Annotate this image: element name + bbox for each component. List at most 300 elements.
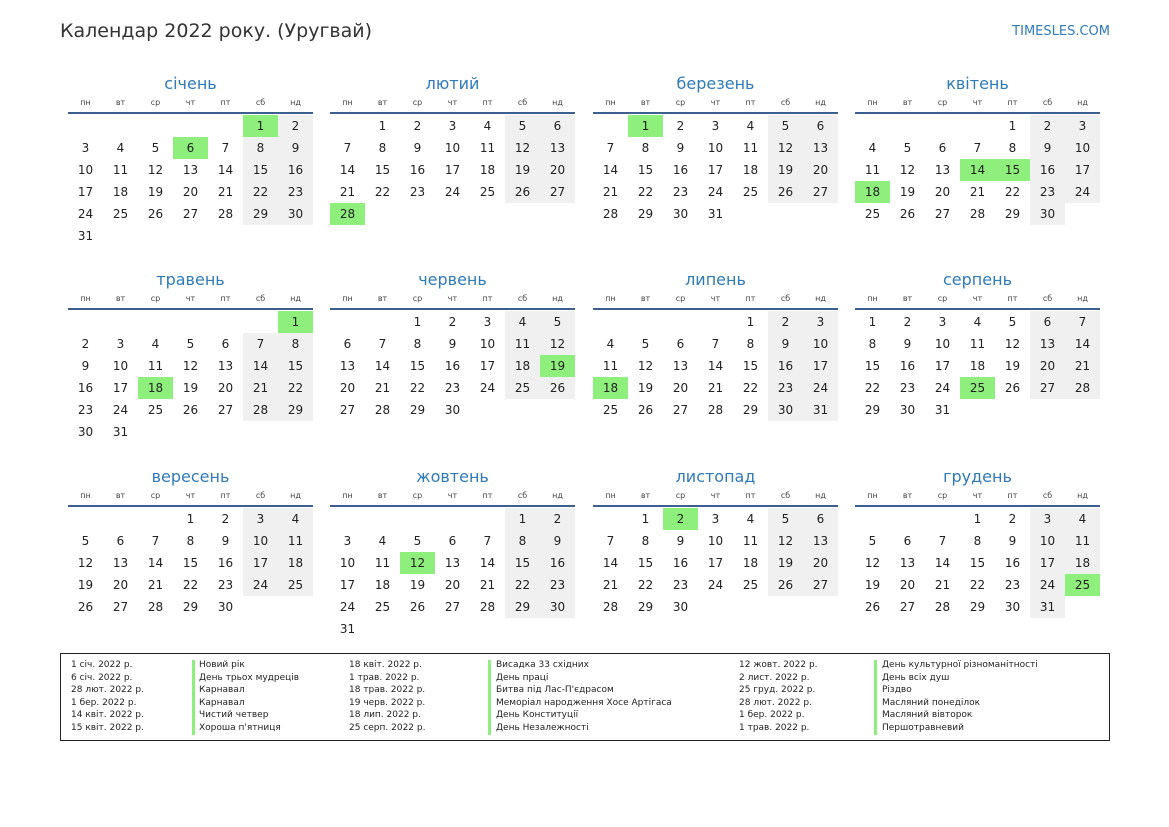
legend-holiday: Карнавал [199, 697, 245, 708]
day-cell: 14 [934, 556, 951, 570]
day-cell: 24 [339, 600, 356, 614]
day-cell: 6 [803, 115, 838, 137]
day-cell: 1 [641, 512, 650, 526]
day-cell: 22 [374, 185, 391, 199]
day-cell: 22 [742, 381, 759, 395]
day-cell: 14 [243, 355, 278, 377]
day-cell: 11 [479, 141, 496, 155]
day-cell: 11 [112, 163, 129, 177]
holiday-day-cell: 28 [330, 203, 365, 225]
day-cell: 4 [505, 311, 540, 333]
day-cell: 1 [378, 119, 387, 133]
weekday-header [330, 491, 575, 503]
day-cell: 12 [147, 163, 164, 177]
day-cell: 8 [868, 337, 877, 351]
day-cell: 16 [278, 159, 313, 181]
legend-holiday: День Конституції [496, 710, 579, 721]
day-cell: 26 [540, 377, 575, 399]
day-cell: 21 [707, 381, 724, 395]
day-cell: 13 [934, 163, 951, 177]
header-divider [330, 308, 575, 310]
month-name: січень [164, 74, 217, 93]
day-cell: 10 [1065, 137, 1100, 159]
day-cell: 13 [540, 137, 575, 159]
day-cell: 13 [217, 359, 234, 373]
day-grid [68, 115, 313, 247]
legend-bar [874, 660, 877, 735]
day-cell: 17 [112, 381, 129, 395]
day-cell: 29 [182, 600, 199, 614]
legend-holiday: Хороша п'ятниця [199, 722, 281, 733]
day-cell: 3 [1065, 115, 1100, 137]
day-cell: 22 [637, 578, 654, 592]
holiday-day-cell: 1 [628, 115, 663, 137]
weekday-label: сб [780, 491, 791, 500]
day-cell: 29 [969, 600, 986, 614]
day-cell: 6 [343, 337, 352, 351]
legend-holiday: День всіх душ [882, 672, 950, 683]
day-cell: 19 [77, 578, 94, 592]
legend-holiday: Карнавал [199, 685, 245, 696]
day-cell: 15 [374, 163, 391, 177]
day-cell: 17 [707, 556, 724, 570]
day-cell: 26 [147, 207, 164, 221]
day-cell: 12 [182, 359, 199, 373]
day-cell: 8 [505, 530, 540, 552]
day-cell: 1 [186, 512, 195, 526]
legend-date: 18 квіт. 2022 р. [349, 660, 422, 670]
day-cell: 30 [77, 425, 94, 439]
day-cell: 10 [77, 163, 94, 177]
day-cell: 4 [378, 534, 387, 548]
legend-date: 19 черв. 2022 р. [349, 697, 426, 708]
weekday-label: вт [640, 294, 651, 303]
day-cell: 21 [243, 377, 278, 399]
weekday-label: пн [80, 98, 91, 107]
weekday-label: чт [710, 294, 721, 303]
day-grid [593, 115, 838, 247]
day-cell: 3 [803, 311, 838, 333]
day-cell: 9 [903, 337, 912, 351]
weekday-label: пт [1007, 98, 1018, 107]
day-cell: 3 [343, 534, 352, 548]
day-cell: 18 [742, 556, 759, 570]
day-cell: 26 [899, 207, 916, 221]
holiday-day-cell: 1 [243, 115, 278, 137]
day-cell: 13 [803, 530, 838, 552]
day-cell: 2 [1008, 512, 1017, 526]
weekday-label: ср [412, 98, 423, 107]
month-name: червень [418, 270, 487, 289]
day-cell: 15 [243, 159, 278, 181]
day-cell: 26 [637, 403, 654, 417]
weekday-label: вт [902, 491, 913, 500]
weekday-label: пт [745, 294, 756, 303]
day-cell: 11 [602, 359, 619, 373]
day-cell: 16 [768, 355, 803, 377]
day-cell: 18 [112, 185, 129, 199]
legend-date: 1 трав. 2022 р. [739, 722, 810, 733]
day-cell: 17 [1030, 552, 1065, 574]
day-cell: 10 [1030, 530, 1065, 552]
weekday-label: вт [115, 491, 126, 500]
weekday-label: нд [290, 294, 301, 303]
weekday-label: пн [605, 294, 616, 303]
day-cell: 1 [505, 508, 540, 530]
day-cell: 26 [768, 574, 803, 596]
day-cell: 13 [444, 556, 461, 570]
day-cell: 17 [1065, 159, 1100, 181]
day-cell: 14 [217, 163, 234, 177]
day-cell: 30 [899, 403, 916, 417]
day-cell: 26 [182, 403, 199, 417]
day-cell: 29 [637, 600, 654, 614]
day-cell: 17 [339, 578, 356, 592]
day-cell: 1 [868, 315, 877, 329]
day-cell: 11 [147, 359, 164, 373]
day-cell: 10 [339, 556, 356, 570]
day-cell: 16 [409, 163, 426, 177]
day-cell: 16 [444, 359, 461, 373]
day-cell: 2 [278, 115, 313, 137]
day-cell: 26 [768, 181, 803, 203]
day-cell: 3 [483, 315, 492, 329]
day-cell: 26 [409, 600, 426, 614]
day-cell: 3 [243, 508, 278, 530]
day-cell: 4 [746, 119, 755, 133]
header-divider [593, 112, 838, 114]
day-cell: 27 [444, 600, 461, 614]
month-5 [68, 270, 313, 445]
month-name: грудень [943, 467, 1012, 486]
weekday-label: чт [185, 491, 196, 500]
day-cell: 3 [116, 337, 125, 351]
day-cell: 11 [742, 141, 759, 155]
day-cell: 25 [505, 377, 540, 399]
weekday-label: нд [1077, 98, 1088, 107]
weekday-label: чт [447, 491, 458, 500]
day-cell: 11 [374, 556, 391, 570]
day-cell: 23 [77, 403, 94, 417]
legend-names-2 [496, 659, 672, 735]
day-cell: 20 [217, 381, 234, 395]
day-cell: 24 [479, 381, 496, 395]
weekday-label: чт [447, 98, 458, 107]
day-cell: 10 [444, 141, 461, 155]
day-cell: 2 [448, 315, 457, 329]
weekday-label: ср [675, 491, 686, 500]
day-cell: 27 [112, 600, 129, 614]
holiday-day-cell: 19 [540, 355, 575, 377]
day-cell: 27 [672, 403, 689, 417]
weekday-label: пт [1007, 491, 1018, 500]
day-cell: 6 [221, 337, 230, 351]
day-cell: 8 [243, 137, 278, 159]
day-cell: 5 [1008, 315, 1017, 329]
day-cell: 20 [182, 185, 199, 199]
day-cell: 18 [505, 355, 540, 377]
day-cell: 26 [505, 181, 540, 203]
day-cell: 18 [479, 163, 496, 177]
day-cell: 5 [151, 141, 160, 155]
day-cell: 11 [278, 530, 313, 552]
day-cell: 14 [602, 556, 619, 570]
day-cell: 24 [444, 185, 461, 199]
day-cell: 26 [1004, 381, 1021, 395]
day-cell: 14 [339, 163, 356, 177]
legend-date: 1 бер. 2022 р. [739, 710, 805, 721]
day-cell: 16 [540, 552, 575, 574]
month-name: серпень [943, 270, 1012, 289]
day-cell: 6 [903, 534, 912, 548]
day-cell: 22 [505, 574, 540, 596]
day-cell: 5 [903, 141, 912, 155]
day-cell: 6 [803, 508, 838, 530]
weekday-label: вт [115, 98, 126, 107]
day-cell: 20 [803, 159, 838, 181]
day-cell: 26 [864, 600, 881, 614]
day-cell: 9 [1008, 534, 1017, 548]
day-cell: 20 [112, 578, 129, 592]
legend-dates-2 [349, 659, 425, 735]
day-cell: 3 [711, 512, 720, 526]
day-cell: 20 [803, 552, 838, 574]
legend-holiday: День культурної різноманітності [882, 660, 1038, 670]
day-cell: 23 [899, 381, 916, 395]
day-grid [855, 115, 1100, 247]
month-name: листопад [675, 467, 756, 486]
header-divider [68, 308, 313, 310]
day-cell: 30 [217, 600, 234, 614]
weekday-label: чт [185, 98, 196, 107]
month-7 [593, 270, 838, 445]
header-divider [593, 308, 838, 310]
day-grid [855, 311, 1100, 443]
day-cell: 19 [768, 552, 803, 574]
day-cell: 20 [934, 185, 951, 199]
weekday-label: ср [412, 294, 423, 303]
legend-dates-1 [71, 659, 144, 735]
day-cell: 30 [444, 403, 461, 417]
day-cell: 21 [602, 578, 619, 592]
day-cell: 23 [409, 185, 426, 199]
day-cell: 19 [1004, 359, 1021, 373]
weekday-label: пт [482, 491, 493, 500]
day-cell: 9 [413, 141, 422, 155]
day-cell: 30 [768, 399, 803, 421]
weekday-header [855, 491, 1100, 503]
weekday-label: нд [290, 491, 301, 500]
day-cell: 1 [1008, 119, 1017, 133]
weekday-label: сб [1042, 491, 1053, 500]
day-cell: 16 [672, 556, 689, 570]
holiday-day-cell: 2 [663, 508, 698, 530]
legend-holiday: Різдво [882, 685, 912, 696]
weekday-label: пн [867, 98, 878, 107]
day-cell: 2 [221, 512, 230, 526]
header-divider [330, 112, 575, 114]
legend-holiday: День Незалежності [496, 722, 589, 733]
day-cell: 5 [540, 311, 575, 333]
day-cell: 18 [742, 163, 759, 177]
day-cell: 7 [606, 534, 615, 548]
weekday-label: чт [710, 491, 721, 500]
day-cell: 13 [182, 163, 199, 177]
day-cell: 24 [243, 574, 278, 596]
day-cell: 24 [934, 381, 951, 395]
day-cell: 6 [116, 534, 125, 548]
day-grid [855, 508, 1100, 640]
day-cell: 21 [147, 578, 164, 592]
day-cell: 31 [1030, 596, 1065, 618]
weekday-label: вт [902, 294, 913, 303]
month-6 [330, 270, 575, 445]
holiday-day-cell: 1 [278, 311, 313, 333]
holiday-legend [60, 653, 1110, 741]
day-cell: 28 [479, 600, 496, 614]
day-cell: 25 [479, 185, 496, 199]
weekday-header [855, 294, 1100, 306]
weekday-label: сб [255, 491, 266, 500]
day-cell: 9 [448, 337, 457, 351]
day-cell: 9 [81, 359, 90, 373]
weekday-label: сб [517, 491, 528, 500]
day-cell: 10 [707, 534, 724, 548]
weekday-label: вт [377, 294, 388, 303]
day-cell: 22 [864, 381, 881, 395]
day-cell: 19 [768, 159, 803, 181]
month-name: травень [156, 270, 225, 289]
day-cell: 24 [1065, 181, 1100, 203]
day-cell: 22 [969, 578, 986, 592]
day-cell: 12 [864, 556, 881, 570]
day-cell: 7 [378, 337, 387, 351]
day-cell: 13 [899, 556, 916, 570]
day-cell: 25 [147, 403, 164, 417]
legend-holiday: Битва під Лас-П'єдрасом [496, 685, 614, 696]
day-cell: 15 [637, 556, 654, 570]
day-cell: 8 [378, 141, 387, 155]
day-cell: 3 [711, 119, 720, 133]
day-cell: 7 [938, 534, 947, 548]
legend-date: 15 квіт. 2022 р. [71, 722, 144, 733]
weekday-label: нд [815, 98, 826, 107]
weekday-label: пн [867, 294, 878, 303]
day-cell: 9 [768, 333, 803, 355]
day-cell: 12 [540, 333, 575, 355]
day-cell: 7 [606, 141, 615, 155]
day-cell: 10 [934, 337, 951, 351]
weekday-label: чт [447, 294, 458, 303]
day-cell: 29 [864, 403, 881, 417]
weekday-header [855, 98, 1100, 110]
day-cell: 22 [182, 578, 199, 592]
day-cell: 8 [641, 534, 650, 548]
day-cell: 19 [182, 381, 199, 395]
day-cell: 9 [221, 534, 230, 548]
weekday-label: ср [150, 294, 161, 303]
day-cell: 3 [1030, 508, 1065, 530]
month-name: вересень [151, 467, 230, 486]
legend-holiday: Першотравневий [882, 722, 964, 733]
day-cell: 7 [483, 534, 492, 548]
header-divider [855, 112, 1100, 114]
day-cell: 19 [899, 185, 916, 199]
day-cell: 28 [602, 600, 619, 614]
day-grid [330, 508, 575, 640]
weekday-label: ср [675, 294, 686, 303]
day-cell: 27 [339, 403, 356, 417]
holiday-day-cell: 15 [995, 159, 1030, 181]
day-cell: 20 [339, 381, 356, 395]
day-cell: 4 [868, 141, 877, 155]
day-cell: 28 [969, 207, 986, 221]
weekday-label: ср [937, 98, 948, 107]
weekday-label: пт [745, 98, 756, 107]
site-link[interactable]: TIMESLES.COM [1012, 24, 1110, 39]
legend-bar [488, 660, 491, 735]
day-cell: 28 [147, 600, 164, 614]
day-cell: 25 [374, 600, 391, 614]
day-cell: 23 [540, 574, 575, 596]
day-cell: 15 [182, 556, 199, 570]
day-cell: 3 [938, 315, 947, 329]
weekday-label: пт [745, 491, 756, 500]
month-name: березень [676, 74, 755, 93]
legend-holiday: Висадка 33 східних [496, 660, 589, 670]
weekday-header [593, 294, 838, 306]
weekday-label: нд [552, 294, 563, 303]
day-cell: 24 [77, 207, 94, 221]
weekday-header [330, 294, 575, 306]
weekday-label: сб [1042, 98, 1053, 107]
day-cell: 31 [934, 403, 951, 417]
day-cell: 3 [81, 141, 90, 155]
month-name: квітень [946, 74, 1009, 93]
day-cell: 7 [343, 141, 352, 155]
day-cell: 12 [768, 137, 803, 159]
day-cell: 6 [448, 534, 457, 548]
weekday-label: нд [1077, 294, 1088, 303]
day-cell: 1 [746, 315, 755, 329]
day-cell: 20 [1030, 355, 1065, 377]
legend-date: 14 квіт. 2022 р. [71, 710, 144, 721]
day-cell: 4 [746, 512, 755, 526]
weekday-label: нд [552, 98, 563, 107]
day-cell: 27 [540, 181, 575, 203]
day-cell: 5 [768, 508, 803, 530]
day-cell: 7 [711, 337, 720, 351]
weekday-header [68, 294, 313, 306]
header-divider [68, 112, 313, 114]
day-cell: 23 [768, 377, 803, 399]
weekday-label: чт [972, 491, 983, 500]
day-cell: 12 [1004, 337, 1021, 351]
day-cell: 15 [969, 556, 986, 570]
legend-date: 1 бер. 2022 р. [71, 697, 137, 708]
legend-holiday: Чистий четвер [199, 710, 269, 721]
day-cell: 12 [637, 359, 654, 373]
day-cell: 8 [973, 534, 982, 548]
header-divider [855, 505, 1100, 507]
day-cell: 30 [1004, 600, 1021, 614]
weekday-label: ср [150, 98, 161, 107]
day-cell: 5 [505, 115, 540, 137]
day-cell: 28 [374, 403, 391, 417]
day-cell: 30 [540, 596, 575, 618]
day-cell: 17 [934, 359, 951, 373]
day-cell: 14 [602, 163, 619, 177]
